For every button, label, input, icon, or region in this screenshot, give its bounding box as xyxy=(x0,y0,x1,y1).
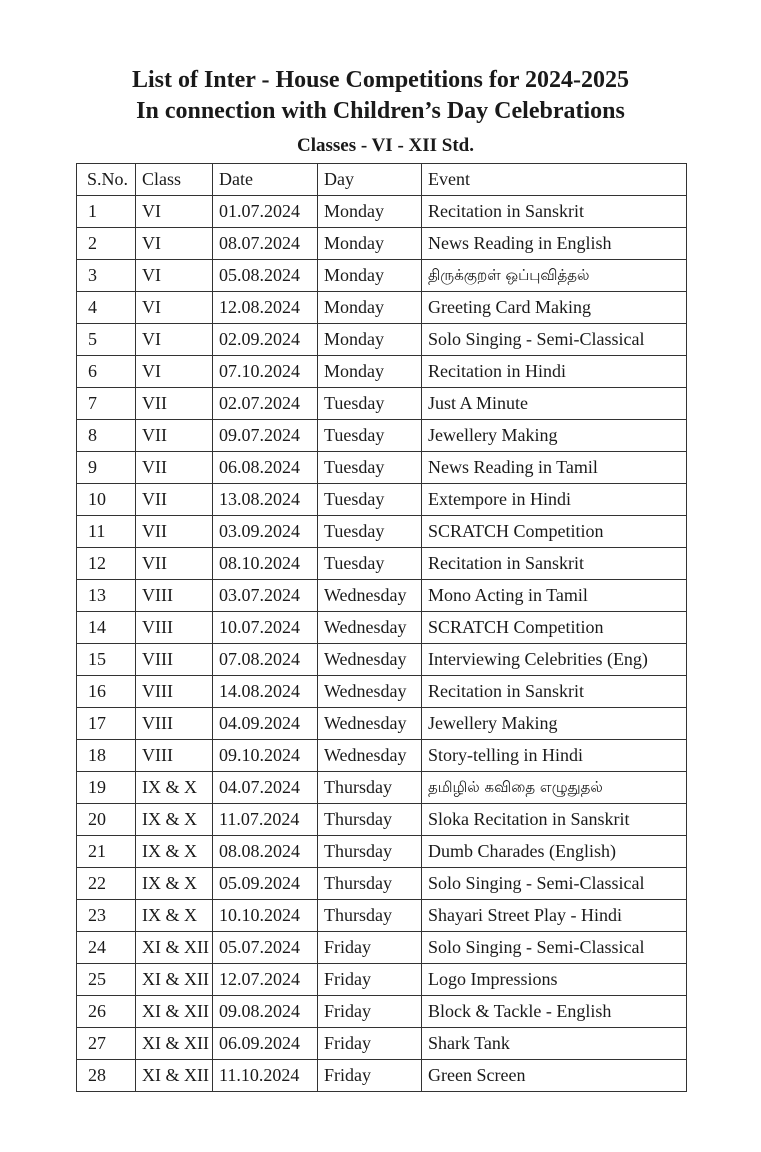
cell-day: Thursday xyxy=(318,836,422,868)
cell-sno: 7 xyxy=(77,388,136,420)
cell-class: IX & X xyxy=(136,836,213,868)
cell-class: VII xyxy=(136,420,213,452)
table-row xyxy=(77,356,687,388)
cell-sno: 11 xyxy=(77,516,136,548)
cell-sno: 22 xyxy=(77,868,136,900)
cell-class: XI & XII xyxy=(136,932,213,964)
table-row xyxy=(77,868,687,900)
table-row xyxy=(77,612,687,644)
table-row xyxy=(77,804,687,836)
cell-date: 05.07.2024 xyxy=(213,932,318,964)
table-header-row xyxy=(77,164,687,196)
cell-event: Greeting Card Making xyxy=(422,292,687,324)
cell-event: Sloka Recitation in Sanskrit xyxy=(422,804,687,836)
cell-date: 09.08.2024 xyxy=(213,996,318,1028)
cell-date: 08.10.2024 xyxy=(213,548,318,580)
cell-class: XI & XII xyxy=(136,1028,213,1060)
cell-day: Thursday xyxy=(318,804,422,836)
cell-class: VIII xyxy=(136,676,213,708)
cell-date: 07.10.2024 xyxy=(213,356,318,388)
cell-sno: 26 xyxy=(77,996,136,1028)
cell-event: Solo Singing - Semi-Classical xyxy=(422,868,687,900)
cell-sno: 19 xyxy=(77,772,136,804)
cell-class: VII xyxy=(136,548,213,580)
cell-day: Tuesday xyxy=(318,516,422,548)
cell-event: Shayari Street Play - Hindi xyxy=(422,900,687,932)
cell-event: Solo Singing - Semi-Classical xyxy=(422,932,687,964)
table-row xyxy=(77,228,687,260)
cell-class: VII xyxy=(136,388,213,420)
cell-date: 12.07.2024 xyxy=(213,964,318,996)
cell-day: Friday xyxy=(318,1060,422,1092)
cell-date: 02.09.2024 xyxy=(213,324,318,356)
cell-class: IX & X xyxy=(136,772,213,804)
cell-date: 05.08.2024 xyxy=(213,260,318,292)
column-header-sno: S.No. xyxy=(77,164,136,196)
cell-sno: 21 xyxy=(77,836,136,868)
competitions-table xyxy=(76,163,687,1092)
cell-day: Wednesday xyxy=(318,644,422,676)
cell-event: Jewellery Making xyxy=(422,708,687,740)
cell-day: Monday xyxy=(318,292,422,324)
cell-class: VIII xyxy=(136,612,213,644)
table-row xyxy=(77,676,687,708)
cell-sno: 27 xyxy=(77,1028,136,1060)
column-header-class: Class xyxy=(136,164,213,196)
table-row xyxy=(77,1060,687,1092)
table-row xyxy=(77,836,687,868)
cell-date: 11.07.2024 xyxy=(213,804,318,836)
cell-event: Interviewing Celebrities (Eng) xyxy=(422,644,687,676)
cell-class: VIII xyxy=(136,580,213,612)
cell-class: VIII xyxy=(136,708,213,740)
cell-class: XI & XII xyxy=(136,996,213,1028)
cell-date: 12.08.2024 xyxy=(213,292,318,324)
cell-sno: 12 xyxy=(77,548,136,580)
table-body xyxy=(77,196,687,1092)
table-row xyxy=(77,708,687,740)
table-row xyxy=(77,516,687,548)
cell-day: Tuesday xyxy=(318,420,422,452)
document-title-line-2: In connection with Children’s Day Celebrations xyxy=(136,98,625,124)
table-row xyxy=(77,388,687,420)
cell-event: Shark Tank xyxy=(422,1028,687,1060)
cell-sno: 24 xyxy=(77,932,136,964)
cell-event: News Reading in Tamil xyxy=(422,452,687,484)
cell-day: Tuesday xyxy=(318,388,422,420)
cell-day: Tuesday xyxy=(318,452,422,484)
cell-class: VIII xyxy=(136,644,213,676)
cell-class: VI xyxy=(136,196,213,228)
cell-day: Monday xyxy=(318,196,422,228)
cell-class: VIII xyxy=(136,740,213,772)
cell-class: VII xyxy=(136,484,213,516)
cell-day: Monday xyxy=(318,228,422,260)
cell-class: XI & XII xyxy=(136,964,213,996)
cell-class: VI xyxy=(136,356,213,388)
classes-subtitle: Classes - VI - XII Std. xyxy=(296,135,474,156)
cell-day: Wednesday xyxy=(318,708,422,740)
cell-event: Green Screen xyxy=(422,1060,687,1092)
table-row xyxy=(77,740,687,772)
cell-event: SCRATCH Competition xyxy=(422,612,687,644)
cell-sno: 3 xyxy=(77,260,136,292)
cell-class: VII xyxy=(136,452,213,484)
cell-sno: 25 xyxy=(77,964,136,996)
cell-date: 09.10.2024 xyxy=(213,740,318,772)
cell-day: Wednesday xyxy=(318,676,422,708)
table-row xyxy=(77,996,687,1028)
cell-class: IX & X xyxy=(136,868,213,900)
cell-date: 03.09.2024 xyxy=(213,516,318,548)
cell-date: 04.07.2024 xyxy=(213,772,318,804)
cell-sno: 16 xyxy=(77,676,136,708)
cell-day: Friday xyxy=(318,932,422,964)
cell-date: 03.07.2024 xyxy=(213,580,318,612)
table-row xyxy=(77,420,687,452)
cell-sno: 17 xyxy=(77,708,136,740)
table-row xyxy=(77,932,687,964)
table-row xyxy=(77,548,687,580)
cell-event: Jewellery Making xyxy=(422,420,687,452)
cell-day: Wednesday xyxy=(318,612,422,644)
cell-sno: 2 xyxy=(77,228,136,260)
cell-sno: 28 xyxy=(77,1060,136,1092)
column-header-day: Day xyxy=(318,164,422,196)
cell-day: Wednesday xyxy=(318,580,422,612)
table-row xyxy=(77,1028,687,1060)
cell-event: Recitation in Sanskrit xyxy=(422,676,687,708)
cell-event: Recitation in Sanskrit xyxy=(422,548,687,580)
table-row xyxy=(77,644,687,676)
cell-day: Thursday xyxy=(318,772,422,804)
cell-date: 11.10.2024 xyxy=(213,1060,318,1092)
cell-class: VI xyxy=(136,260,213,292)
cell-date: 14.08.2024 xyxy=(213,676,318,708)
cell-date: 01.07.2024 xyxy=(213,196,318,228)
cell-sno: 15 xyxy=(77,644,136,676)
cell-sno: 23 xyxy=(77,900,136,932)
table-row xyxy=(77,772,687,804)
cell-class: IX & X xyxy=(136,900,213,932)
table-row xyxy=(77,964,687,996)
cell-day: Monday xyxy=(318,260,422,292)
cell-event: Recitation in Hindi xyxy=(422,356,687,388)
cell-sno: 9 xyxy=(77,452,136,484)
cell-class: IX & X xyxy=(136,804,213,836)
cell-sno: 4 xyxy=(77,292,136,324)
cell-day: Friday xyxy=(318,964,422,996)
table-row xyxy=(77,196,687,228)
cell-class: VI xyxy=(136,292,213,324)
column-header-date: Date xyxy=(213,164,318,196)
table-row xyxy=(77,580,687,612)
cell-class: VI xyxy=(136,228,213,260)
cell-date: 10.07.2024 xyxy=(213,612,318,644)
cell-event: Dumb Charades (English) xyxy=(422,836,687,868)
table-row xyxy=(77,900,687,932)
cell-date: 06.09.2024 xyxy=(213,1028,318,1060)
cell-sno: 13 xyxy=(77,580,136,612)
cell-day: Friday xyxy=(318,996,422,1028)
cell-event: Story-telling in Hindi xyxy=(422,740,687,772)
cell-event: Block & Tackle - English xyxy=(422,996,687,1028)
cell-date: 04.09.2024 xyxy=(213,708,318,740)
cell-event: Solo Singing - Semi-Classical xyxy=(422,324,687,356)
cell-sno: 1 xyxy=(77,196,136,228)
cell-event: News Reading in English xyxy=(422,228,687,260)
cell-event: Mono Acting in Tamil xyxy=(422,580,687,612)
column-header-event: Event xyxy=(422,164,687,196)
cell-date: 10.10.2024 xyxy=(213,900,318,932)
cell-event: தமிழில் கவிதை எழுதுதல் xyxy=(422,772,687,804)
cell-date: 13.08.2024 xyxy=(213,484,318,516)
table-row xyxy=(77,260,687,292)
cell-class: XI & XII xyxy=(136,1060,213,1092)
cell-sno: 20 xyxy=(77,804,136,836)
cell-sno: 10 xyxy=(77,484,136,516)
cell-day: Wednesday xyxy=(318,740,422,772)
table-row xyxy=(77,292,687,324)
cell-date: 08.07.2024 xyxy=(213,228,318,260)
cell-event: Just A Minute xyxy=(422,388,687,420)
cell-sno: 8 xyxy=(77,420,136,452)
cell-date: 09.07.2024 xyxy=(213,420,318,452)
cell-sno: 14 xyxy=(77,612,136,644)
cell-date: 08.08.2024 xyxy=(213,836,318,868)
cell-day: Tuesday xyxy=(318,484,422,516)
cell-date: 05.09.2024 xyxy=(213,868,318,900)
document-title: List of Inter - House Competitions for 2024-2025 xyxy=(131,67,630,93)
table-row xyxy=(77,452,687,484)
cell-event: Recitation in Sanskrit xyxy=(422,196,687,228)
cell-date: 02.07.2024 xyxy=(213,388,318,420)
cell-event: Extempore in Hindi xyxy=(422,484,687,516)
cell-event: SCRATCH Competition xyxy=(422,516,687,548)
cell-date: 06.08.2024 xyxy=(213,452,318,484)
cell-sno: 5 xyxy=(77,324,136,356)
cell-class: VII xyxy=(136,516,213,548)
cell-day: Thursday xyxy=(318,868,422,900)
cell-day: Monday xyxy=(318,324,422,356)
table-row xyxy=(77,324,687,356)
cell-event: திருக்குறள் ஒப்புவித்தல் xyxy=(422,260,687,292)
cell-sno: 18 xyxy=(77,740,136,772)
cell-day: Friday xyxy=(318,1028,422,1060)
cell-day: Thursday xyxy=(318,900,422,932)
cell-event: Logo Impressions xyxy=(422,964,687,996)
cell-day: Tuesday xyxy=(318,548,422,580)
table-row xyxy=(77,484,687,516)
cell-date: 07.08.2024 xyxy=(213,644,318,676)
cell-day: Monday xyxy=(318,356,422,388)
cell-class: VI xyxy=(136,324,213,356)
cell-sno: 6 xyxy=(77,356,136,388)
